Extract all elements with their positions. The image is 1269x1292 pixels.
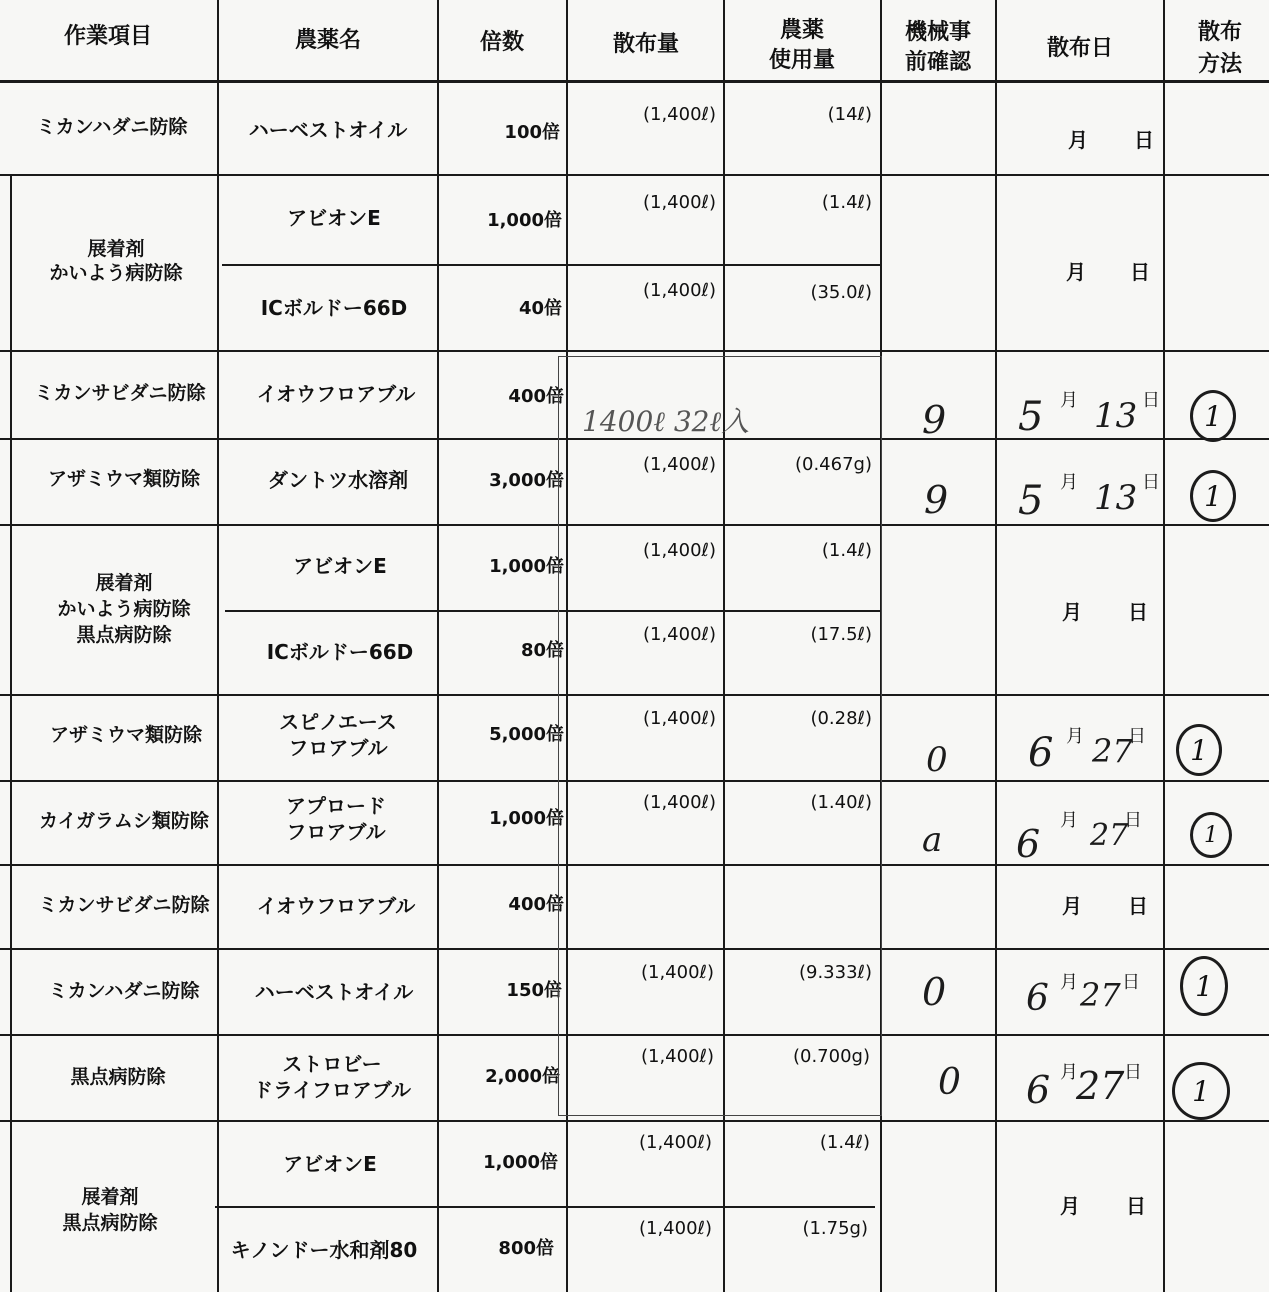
row-line: [0, 350, 1269, 352]
header-usage-2: 使用量: [768, 48, 836, 73]
pesticide-name: フロアブル: [288, 736, 388, 760]
pesticide-name: イオウフロアブル: [256, 894, 416, 918]
dilution-value: 5,000倍: [489, 724, 564, 745]
task-label: ミカンハダニ防除: [36, 116, 188, 138]
row-line: [0, 1120, 1269, 1122]
usage-amount: (9.333ℓ): [798, 962, 872, 983]
task-label: カイガラムシ類防除: [39, 810, 209, 832]
handwritten-month: 5: [1018, 478, 1044, 524]
header-dilution: 倍数: [479, 30, 525, 55]
pesticide-name: ICボルドー66D: [260, 296, 408, 320]
header-usage-1: 農薬: [779, 18, 825, 43]
spray-amount: (1,400ℓ): [640, 1046, 714, 1067]
spray-amount: (1,400ℓ): [642, 104, 716, 125]
handwritten-day: 13: [1094, 478, 1138, 518]
method-circle: 1: [1190, 812, 1232, 858]
usage-amount: (1.40ℓ): [810, 792, 872, 813]
usage-amount: (0.28ℓ): [810, 708, 872, 729]
date-day-label: 日: [1124, 1062, 1142, 1083]
date-day-label: 日: [1128, 894, 1148, 918]
date-month-label: 月: [1066, 260, 1086, 284]
handwritten-month: 5: [1018, 394, 1044, 440]
task-label: かいよう病防除: [49, 262, 183, 284]
date-day-label: 日: [1128, 726, 1146, 747]
pesticide-name: ダントツ水溶剤: [267, 468, 409, 492]
pesticide-name: イオウフロアブル: [256, 382, 416, 406]
method-circle: 1: [1176, 724, 1222, 776]
header-method-1: 散布: [1197, 20, 1243, 45]
pesticide-name: アビオンE: [283, 1152, 377, 1176]
dilution-value: 3,000倍: [489, 470, 564, 491]
spray-amount: (1,400ℓ): [638, 1218, 712, 1239]
spray-amount: (1,400ℓ): [642, 792, 716, 813]
task-label: アザミウマ類防除: [47, 468, 201, 490]
usage-amount: (0.467g): [794, 454, 872, 475]
header-pesticide: 農薬名: [294, 28, 362, 53]
dilution-value: 100倍: [504, 122, 560, 143]
method-circle: 1: [1180, 956, 1228, 1016]
task-label: かいよう病防除: [57, 598, 191, 620]
pesticide-name: フロアブル: [286, 820, 386, 844]
handwritten-check: a: [922, 820, 943, 860]
usage-amount: (35.0ℓ): [810, 282, 872, 303]
col-line: [1163, 0, 1165, 1292]
date-month-label: 月: [1068, 128, 1088, 152]
date-month-label: 月: [1060, 972, 1078, 993]
date-month-label: 月: [1060, 1194, 1080, 1218]
header-precheck-2: 前確認: [904, 50, 972, 75]
date-day-label: 日: [1126, 1194, 1146, 1218]
dilution-value: 1,000倍: [489, 556, 564, 577]
handwritten-month: 6: [1026, 978, 1049, 1019]
date-day-label: 日: [1142, 472, 1160, 493]
pesticide-name: アビオンE: [293, 554, 387, 578]
spray-amount: (1,400ℓ): [642, 540, 716, 561]
spray-amount: (1,400ℓ): [642, 708, 716, 729]
spray-amount: (1,400ℓ): [640, 962, 714, 983]
date-day-label: 日: [1122, 972, 1140, 993]
date-day-label: 日: [1128, 600, 1148, 624]
task-label: 展着剤: [95, 572, 153, 594]
pesticide-name: ハーベストオイル: [248, 118, 408, 142]
method-circle: 1: [1172, 1062, 1230, 1120]
row-line: [222, 264, 882, 266]
pesticide-name: アビオンE: [287, 206, 381, 230]
row-line: [0, 174, 1269, 176]
handwritten-month: 6: [1026, 1068, 1051, 1112]
task-label: 黒点病防除: [76, 624, 172, 646]
task-label: ミカンハダニ防除: [48, 980, 200, 1002]
col-line: [437, 0, 439, 1292]
dilution-value: 1,000倍: [489, 808, 564, 829]
dilution-value: 400倍: [508, 894, 564, 915]
task-label: ミカンサビダニ防除: [34, 382, 206, 404]
handwritten-check: 9: [922, 398, 947, 442]
pesticide-name: スピノエース: [279, 710, 397, 734]
handwritten-day: 27: [1092, 732, 1133, 770]
spray-amount: (1,400ℓ): [642, 192, 716, 213]
handwritten-check: 9: [924, 478, 949, 522]
handwritten-check: 0: [938, 1062, 961, 1103]
pesticide-name: ストロビー: [282, 1052, 382, 1076]
col-line: [995, 0, 997, 1292]
method-circle: 1: [1190, 390, 1236, 442]
dilution-value: 2,000倍: [485, 1066, 560, 1087]
dilution-value: 400倍: [508, 386, 564, 407]
dilution-value: 150倍: [506, 980, 562, 1001]
handwritten-check: 0: [922, 970, 947, 1014]
task-label: 展着剤: [87, 238, 145, 260]
task-label: ミカンサビダニ防除: [38, 894, 210, 916]
header-task: 作業項目: [63, 24, 153, 49]
usage-amount: (0.700g): [792, 1046, 870, 1067]
date-month-label: 月: [1062, 894, 1082, 918]
col-line: [10, 174, 12, 1292]
date-month-label: 月: [1062, 600, 1082, 624]
task-label: アザミウマ類防除: [49, 724, 203, 746]
usage-amount: (1.4ℓ): [821, 540, 872, 561]
dilution-value: 80倍: [520, 640, 564, 661]
handwritten-month: 6: [1016, 822, 1041, 866]
row-line: [215, 1206, 875, 1208]
task-label: 黒点病防除: [70, 1066, 166, 1088]
usage-amount: (14ℓ): [827, 104, 872, 125]
date-month-label: 月: [1066, 726, 1084, 747]
date-month-label: 月: [1060, 810, 1078, 831]
hand-drawn-box: [558, 356, 882, 1116]
pesticide-name: アプロード: [286, 794, 386, 818]
pesticide-name: ハーベストオイル: [254, 980, 414, 1004]
header-date: 散布日: [1046, 36, 1114, 61]
date-day-label: 日: [1130, 260, 1150, 284]
spray-amount: (1,400ℓ): [642, 624, 716, 645]
usage-amount: (1.75g): [802, 1218, 868, 1239]
usage-amount: (1.4ℓ): [821, 192, 872, 213]
method-circle: 1: [1190, 470, 1236, 522]
pesticide-name: ICボルドー66D: [266, 640, 414, 664]
header-spray-amount: 散布量: [612, 32, 680, 57]
usage-amount: (1.4ℓ): [819, 1132, 870, 1153]
dilution-value: 1,000倍: [487, 210, 562, 231]
header-bottom-line: [0, 80, 1269, 83]
date-day-label: 日: [1142, 390, 1160, 411]
date-month-label: 月: [1060, 1062, 1078, 1083]
handwritten-month: 6: [1028, 730, 1054, 776]
spray-amount: (1,400ℓ): [638, 1132, 712, 1153]
task-label: 黒点病防除: [62, 1212, 158, 1234]
handwritten-spray-note: 1400ℓ 32ℓ入: [582, 405, 750, 438]
task-label: 展着剤: [81, 1186, 139, 1208]
date-day-label: 日: [1134, 128, 1154, 152]
handwritten-day: 27: [1076, 1064, 1125, 1108]
dilution-value: 800倍: [498, 1238, 554, 1259]
spray-amount: (1,400ℓ): [642, 280, 716, 301]
handwritten-check: 0: [926, 740, 948, 780]
date-month-label: 月: [1060, 472, 1078, 493]
pesticide-name: ドライフロアブル: [253, 1078, 411, 1102]
spray-amount: (1,400ℓ): [642, 454, 716, 475]
header-method-2: 方法: [1197, 52, 1243, 77]
pesticide-name: キノンドー水和剤80: [230, 1238, 418, 1262]
col-line: [217, 0, 219, 1292]
header-precheck-1: 機械事: [904, 20, 972, 45]
dilution-value: 40倍: [518, 298, 562, 319]
handwritten-day: 27: [1090, 818, 1129, 853]
handwritten-day: 27: [1080, 976, 1121, 1014]
dilution-value: 1,000倍: [483, 1152, 558, 1173]
usage-amount: (17.5ℓ): [810, 624, 872, 645]
date-month-label: 月: [1060, 390, 1078, 411]
handwritten-day: 13: [1094, 396, 1138, 436]
date-day-label: 日: [1124, 810, 1142, 831]
